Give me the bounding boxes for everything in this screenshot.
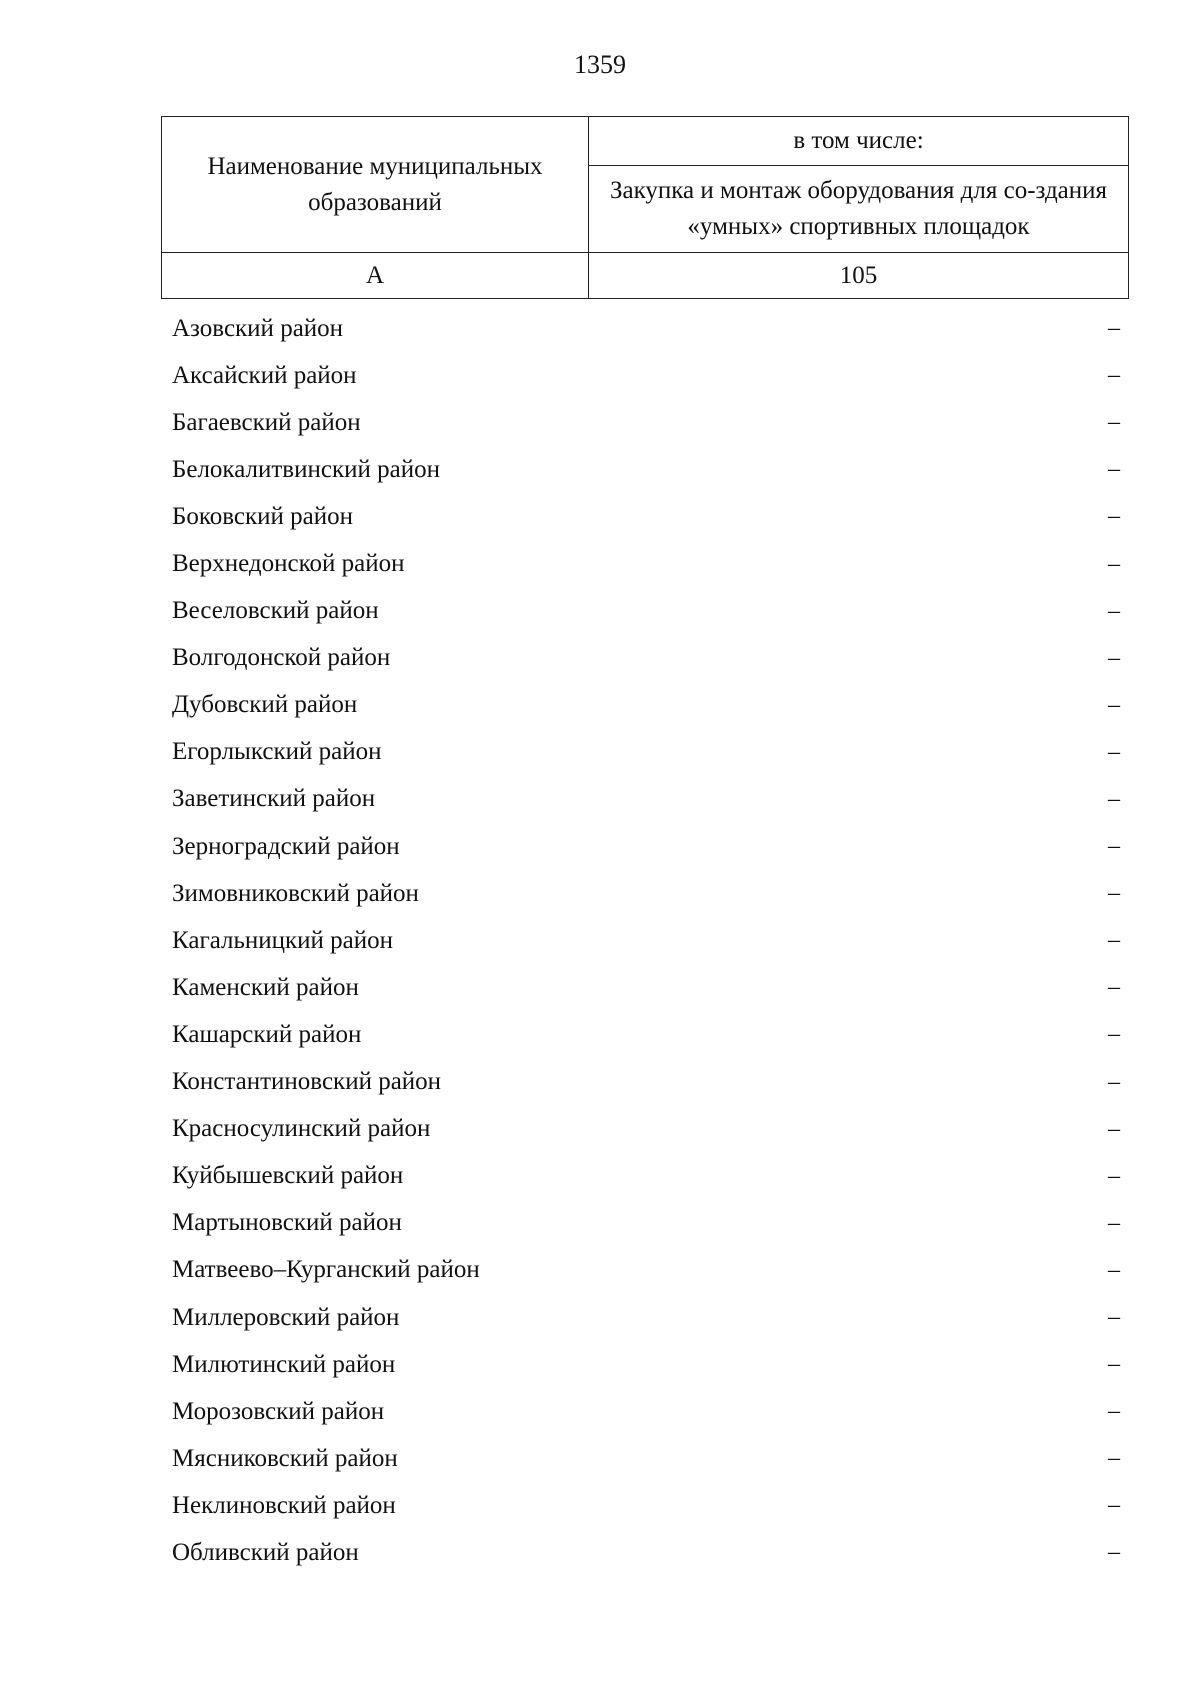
table-header (161, 116, 1129, 299)
row-name: Азовский район (172, 314, 344, 342)
row-name: Обливский район (172, 1538, 359, 1566)
table-row (172, 305, 1120, 352)
column-index-name: А (162, 253, 589, 299)
row-value: – (1108, 456, 1120, 483)
row-name: Куйбышевский район (172, 1162, 404, 1190)
row-name: Белокалитвинский район (172, 455, 440, 483)
row-value: – (1108, 644, 1120, 671)
row-value: – (1108, 1209, 1120, 1236)
table-row (172, 776, 1120, 823)
row-value: – (1108, 362, 1120, 389)
table-row (172, 1388, 1120, 1435)
table-row (172, 1435, 1120, 1482)
table-row (172, 1011, 1120, 1058)
table-row (172, 1106, 1120, 1153)
row-name: Мясниковский район (172, 1444, 398, 1472)
table-row (172, 446, 1120, 493)
row-value: – (1108, 1021, 1120, 1048)
column-header-value: Закупка и монтаж оборудования для со-здания «умных» спортивных площадок (589, 166, 1129, 253)
row-value: – (1108, 974, 1120, 1001)
table-row (172, 1247, 1120, 1294)
column-header-name: Наименование муниципальных образований (162, 117, 589, 253)
row-name: Каменский район (172, 973, 359, 1001)
row-name: Аксайский район (172, 361, 357, 389)
row-value: – (1108, 1068, 1120, 1095)
row-value: – (1108, 1256, 1120, 1283)
row-name: Дубовский район (172, 691, 358, 719)
table-row (172, 1153, 1120, 1200)
row-name: Багаевский район (172, 408, 361, 436)
table-body (172, 305, 1120, 1577)
table-row (172, 682, 1120, 729)
row-value: – (1108, 738, 1120, 765)
row-value: – (1108, 503, 1120, 530)
row-name: Миллеровский район (172, 1303, 400, 1331)
table-row (172, 870, 1120, 917)
row-name: Неклиновский район (172, 1491, 396, 1519)
row-name: Мартыновский район (172, 1209, 402, 1237)
table-row (172, 964, 1120, 1011)
table-row (172, 1200, 1120, 1247)
row-value: – (1108, 315, 1120, 342)
row-value: – (1108, 1539, 1120, 1566)
table-row (172, 493, 1120, 540)
row-name: Егорлыкский район (172, 738, 382, 766)
row-value: – (1108, 409, 1120, 436)
row-name: Зерноградский район (172, 832, 400, 860)
row-value: – (1108, 1445, 1120, 1472)
row-value: – (1108, 880, 1120, 907)
table-row (172, 1529, 1120, 1576)
row-value: – (1108, 691, 1120, 718)
row-value: – (1108, 1162, 1120, 1189)
row-name: Боковский район (172, 502, 353, 530)
row-name: Заветинский район (172, 785, 376, 813)
table-row (172, 635, 1120, 682)
page-number: 1359 (574, 50, 626, 79)
table-row (172, 729, 1120, 776)
table-row (172, 399, 1120, 446)
row-name: Кашарский район (172, 1020, 362, 1048)
table-row (172, 1341, 1120, 1388)
table-row (172, 917, 1120, 964)
row-value: – (1108, 785, 1120, 812)
row-name: Морозовский район (172, 1397, 385, 1425)
row-value: – (1108, 550, 1120, 577)
table-row (172, 1059, 1120, 1106)
row-name: Веселовский район (172, 597, 379, 625)
row-value: – (1108, 833, 1120, 860)
table-row (172, 823, 1120, 870)
row-name: Кагальницкий район (172, 926, 394, 954)
column-index-value: 105 (589, 253, 1129, 299)
row-value: – (1108, 1304, 1120, 1331)
table-row (172, 588, 1120, 635)
row-name: Милютинский район (172, 1350, 396, 1378)
row-name: Матвеево–Курганский район (172, 1256, 480, 1284)
row-name: Константиновский район (172, 1068, 442, 1096)
row-name: Красносулинский район (172, 1115, 431, 1143)
row-value: – (1108, 1492, 1120, 1519)
table-row (172, 1482, 1120, 1529)
row-value: – (1108, 927, 1120, 954)
row-name: Волгодонской район (172, 644, 391, 672)
row-value: – (1108, 1115, 1120, 1142)
row-value: – (1108, 1398, 1120, 1425)
table-row (172, 540, 1120, 587)
table-row (172, 1294, 1120, 1341)
row-value: – (1108, 597, 1120, 624)
row-value: – (1108, 1351, 1120, 1378)
row-name: Верхнедонской район (172, 550, 405, 578)
row-name: Зимовниковский район (172, 879, 419, 907)
column-group-header: в том числе: (589, 117, 1129, 166)
table-row (172, 352, 1120, 399)
